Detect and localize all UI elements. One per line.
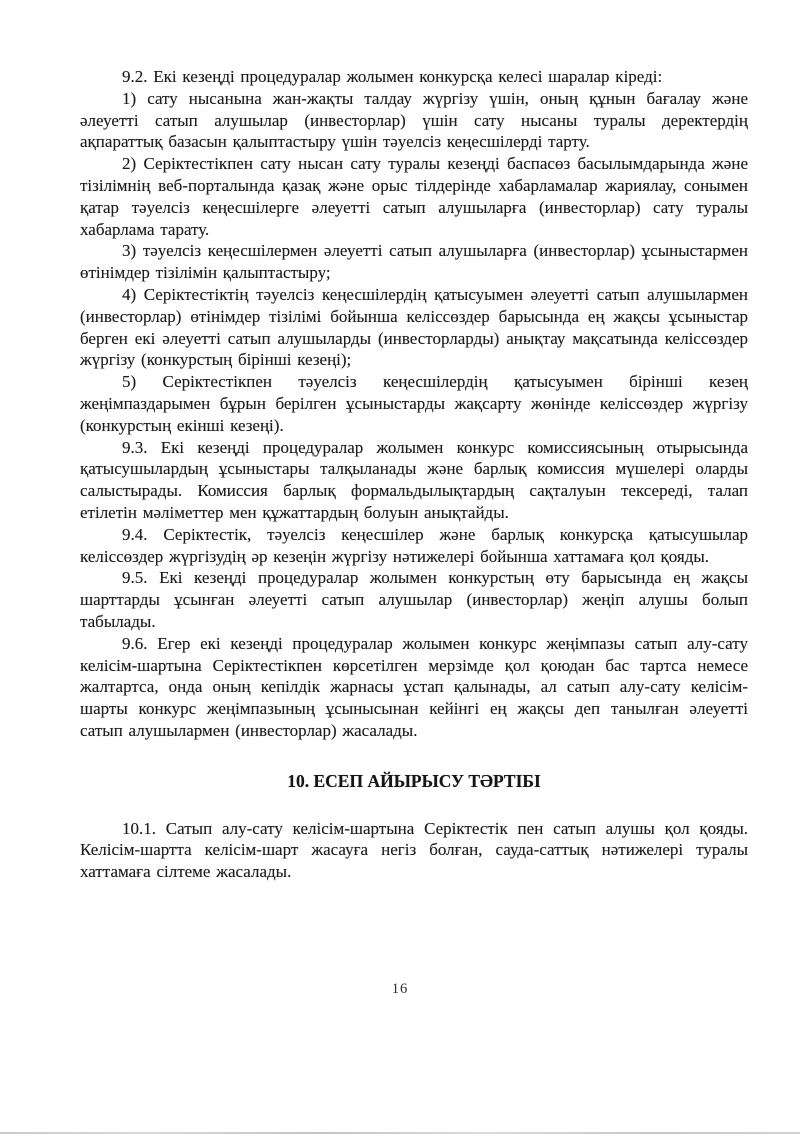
paragraph-9-6: 9.6. Егер екі кезеңді процедуралар жолымен конкурс жеңімпазы сатып алу-сату келісім-шартына Серіктестікпен көрсетілген мерзімде қол қоюдан бас тартса немесе жалтартса, онда оның кепілдік жарнасы ұстап қалынады, ал сатып алу-сату келісім-шарты конкурс жеңімпазының ұсынысынан кейінгі ең жақсы деп танылған әлеуетті сатып алушылармен (инвесторлар) жасалады.: [80, 633, 748, 740]
text-block: [80, 66, 748, 883]
paragraph-9-3: 9.3. Екі кезеңді процедуралар жолымен конкурс комиссиясының отырысында қатысушылардың ұсыныстары талқыланады және барлық комиссия мүшелері оларды салыстырады. Комиссия барлық формальдылықтардың сақталуын тексереді, талап етілетін мәліметтер мен құжаттардың болуын анықтайды.: [80, 437, 748, 522]
page-number: 16: [391, 981, 409, 997]
section-10-heading: 10. ЕСЕП АЙЫРЫСУ ТӘРТІБІ: [287, 770, 541, 791]
paragraph-9-2: 9.2. Екі кезеңді процедуралар жолымен конкурсқа келесі шаралар кіреді:: [122, 67, 663, 86]
paragraph-10-1: 10.1. Сатып алу-сату келісім-шартына Серіктестік пен сатып алушы қол қояды. Келісім-шартта келісім-шарт жасауға негіз болған, сауда-саттық нәтижелері туралы хаттамаға сілтеме жасалады.: [80, 818, 748, 882]
scan-edge-artifact: [0, 1132, 800, 1134]
list-item-1: 1) сату нысанына жан-жақты талдау жүргізу үшін, оның құнын бағалау және әлеуетті сатып алушылар (инвесторлар) үшін сату нысаны туралы деректердің ақпараттық базасын қалыптастыру үшін тәуелсіз кеңесшілерді тарту.: [80, 88, 748, 152]
paragraph-9-5: 9.5. Екі кезеңді процедуралар жолымен конкурстың өту барысында ең жақсы шарттарды ұсынған әлеуетті сатып алушылар (инвесторлар) жеңіп алушы болып табылады.: [80, 568, 748, 631]
paragraph-9-4: 9.4. Серіктестік, тәуелсіз кеңесшілер және барлық конкурсқа қатысушылар келіссөздер жүргізудің әр кезеңін жүргізу нәтижелері бойынша хаттамаға қол қояды.: [80, 524, 748, 566]
list-item-2: 2) Серіктестікпен сату нысан сату туралы кезеңді баспасөз басылымдарында және тізілімнің веб-порталында қазақ және орыс тілдерінде хабарламалар жариялау, сонымен қатар тәуелсіз кеңесшілерге әлеуетті сатып алушыларға (инвесторлар) сату туралы хабарлама тарату.: [80, 154, 748, 239]
list-item-3: 3) тәуелсіз кеңесшілермен әлеуетті сатып алушыларға (инвесторлар) ұсыныстармен өтінімдер тізілімін қалыптастыру;: [80, 241, 748, 283]
list-item-5: 5) Серіктестікпен тәуелсіз кеңесшілердің қатысуымен бірінші кезең жеңімпаздарымен бұрын берілген ұсыныстарды жақсарту жөнінде келіссөздер жүргізу (конкурстың екінші кезеңі).: [80, 372, 748, 435]
list-item-4: 4) Серіктестіктің тәуелсіз кеңесшілердің қатысуымен әлеуетті сатып алушылармен (инвесторлар) өтінімдер тізілімі бойынша келіссөздер барысында ең жақсы ұсыныстар берген екі әлеуетті сатып алушыларды (инвесторларды) анықтау мақсатында келіссөздер жүргізу (конкурстың бірінші кезеңі);: [80, 284, 748, 370]
